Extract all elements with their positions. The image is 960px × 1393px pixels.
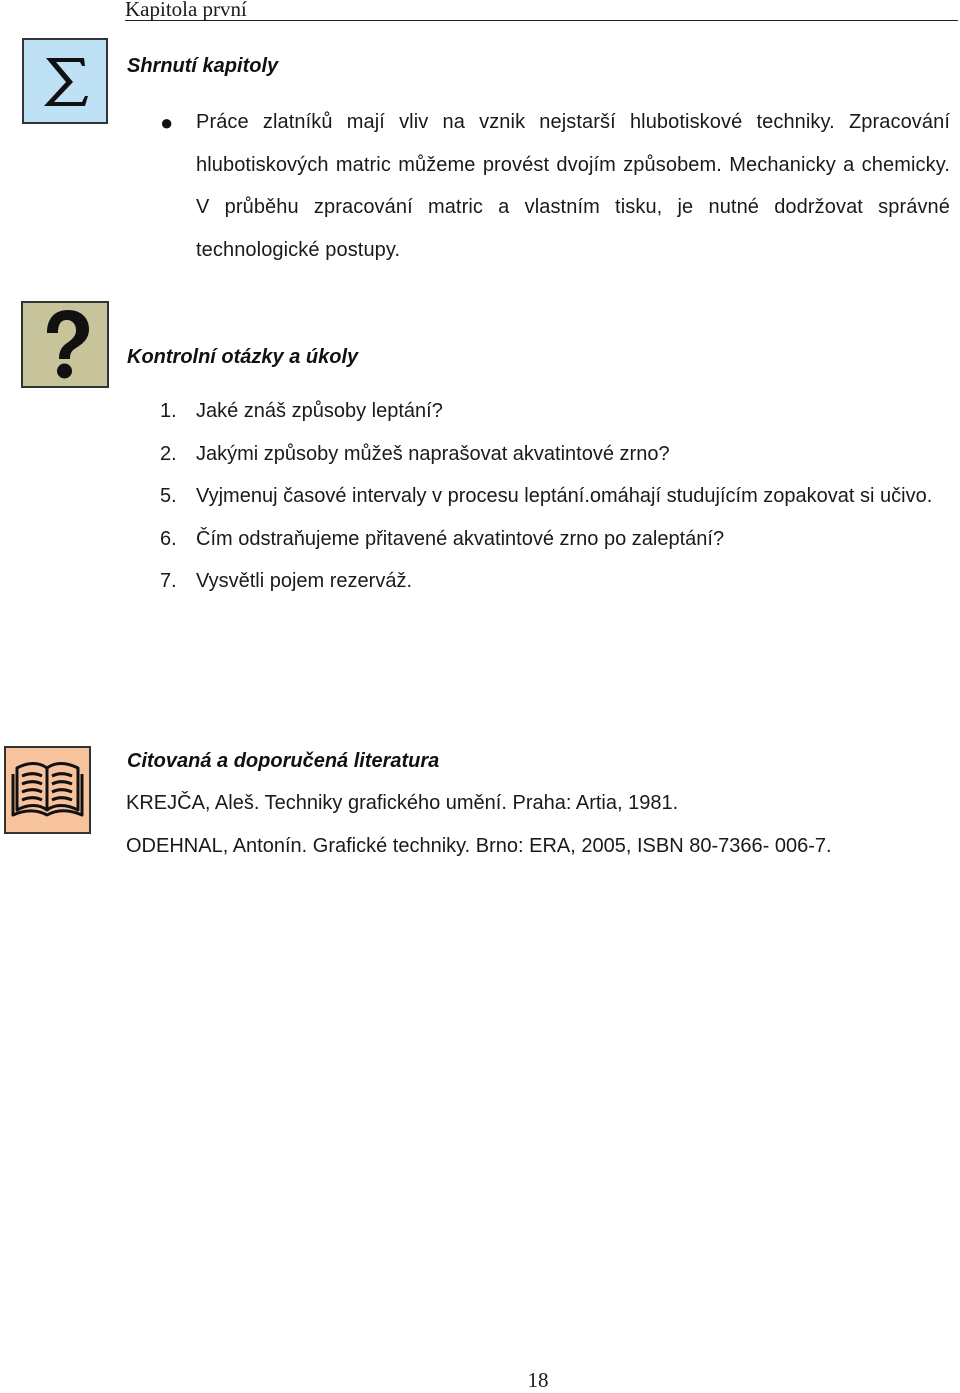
- question-text: Čím odstraňujeme přitavené akvatintové zrno po zaleptání?: [196, 527, 725, 550]
- question-text: Vyjmenuj časové intervaly v procesu leptání.omáhají studujícím zopakovat si učivo.: [196, 485, 933, 507]
- question-number: 6.: [160, 527, 177, 550]
- list-item: [160, 433, 950, 476]
- question-number: 5.: [160, 485, 177, 507]
- bullet-icon: ●: [160, 110, 174, 135]
- summary-heading: Shrnutí kapitoly: [127, 55, 279, 77]
- questions-heading: Kontrolní otázky a úkoly: [127, 346, 359, 368]
- question-mark-icon: [21, 301, 109, 388]
- literature-list: [126, 782, 946, 867]
- running-header: [125, 0, 958, 21]
- question-text: Jakými způsoby můžeš naprašovat akvatintové zrno?: [196, 442, 670, 465]
- question-number: 1.: [160, 400, 177, 422]
- literature-item: KREJČA, Aleš. Techniky grafického umění. Praha: Artia, 1981.: [126, 792, 679, 814]
- list-item: [160, 390, 950, 433]
- summary-paragraph: Práce zlatníků mají vliv na vznik nejstarší hlubotiskové techniky. Zpracování hlubotiskových matric můžeme provést dvojím způsobem. Mechanicky a chemicky. V průběhu zpracování matric a vlastním tisku, je nutné dodržovat správné technologické postupy.: [196, 111, 950, 262]
- sigma-icon: [22, 38, 108, 124]
- chapter-label: Kapitola první: [125, 0, 247, 21]
- literature-item: ODEHNAL, Antonín. Grafické techniky. Brno: ERA, 2005, ISBN 80-7366- 006-7.: [126, 834, 832, 857]
- list-item: [160, 560, 950, 603]
- literature-heading: Citovaná a doporučená literatura: [127, 750, 440, 772]
- question-text: Vysvětli pojem rezerváž.: [196, 570, 412, 592]
- question-number: 2.: [160, 442, 177, 465]
- question-text: Jaké znáš způsoby leptání?: [196, 400, 443, 422]
- open-book-icon: [4, 746, 91, 834]
- question-number: 7.: [160, 570, 177, 592]
- list-item: [160, 518, 950, 561]
- list-item: [160, 475, 950, 518]
- page-number: 18: [527, 1368, 549, 1392]
- questions-list: [160, 390, 950, 603]
